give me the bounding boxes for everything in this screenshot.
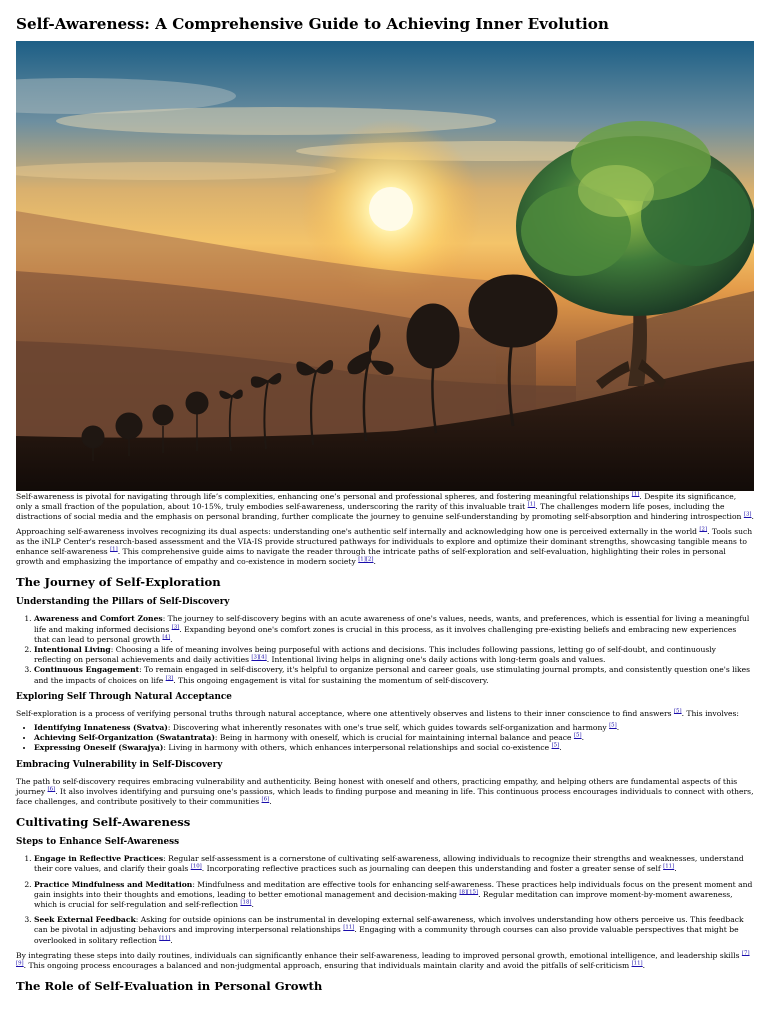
citation-link[interactable]: [18] [240, 899, 252, 906]
citation-link[interactable]: [3] [165, 675, 174, 682]
page-title: Self-Awareness: A Comprehensive Guide to Achieving Inner Evolution [16, 15, 609, 33]
paragraph: By integrating these steps into daily routines, individuals can significantly enhance their self-awareness, leading to improved personal growth, emotional intelligence, and leadership skills [7][9]. This ongoing process encourages a balanced and non-judgmental approach, ensuring that individuals maintain clarity and avoid the pitfalls of self-criticism [11]. [16, 950, 750, 971]
paragraph: Self-exploration is a process of verifying personal truths through natural acceptance, where one attentively observes and listens to their inner conscience to find answers [5]. This involves: [16, 708, 739, 718]
citation-link[interactable]: [6] [47, 786, 56, 793]
citation-link[interactable]: [11] [663, 863, 675, 870]
citation-link[interactable]: [1] [631, 491, 640, 498]
item-term: Expressing Oneself (Swarajya) [34, 743, 164, 753]
list-item: • Identifying Innateness (Svatva): Discovering what inherently resonates with one's true self, which guides towards self-organization and harmony [5]. [34, 723, 754, 733]
citation-link[interactable]: [6] [261, 796, 270, 803]
citation-link[interactable]: [1] [110, 546, 118, 553]
pillars-list [16, 614, 754, 685]
list-item: 3. Continuous Engagement: To remain engaged in self-discovery, it's helpful to organize personal and career goals, use stimulating journal prompts, and consistently question one's likes and the impacts of choices on life [3]. This ongoing engagement is vital for sustaining the momentum of self-discovery. [34, 665, 754, 685]
subsection-heading: Understanding the Pillars of Self-Discovery [16, 597, 230, 608]
list-item: 2. Intentional Living: Choosing a life of meaning involves being purposeful with actions and decisions. This includes following passions, letting go of self-doubt, and continuously reflecting on personal achievements and daily activities [3][4]. Intentional living helps in aligning one's daily actions with long-term goals and values. [34, 645, 754, 665]
citation-link[interactable]: [10] [190, 863, 202, 870]
item-term: Seek External Feedback [34, 915, 136, 925]
citation-link[interactable]: [11] [343, 924, 355, 931]
citation-link[interactable]: [1][2] [358, 556, 374, 563]
intro-paragraph: Self-awareness is pivotal for navigating through life’s complexities, enhancing one’s personal and professional spheres, and fostering meaningful relationships [1]. Despite its significance, only a small fraction of the population, about 10-15%, truly embodies self-awareness, underscoring the rarity of this invaluable trait [1]. The challenges modern life poses, including the distractions of social media and the emphasis on personal branding, further complicate the journey to genuine self-understanding by promoting self-absorption and hindering introspection [3]. [16, 491, 754, 522]
item-term: Identifying Innateness (Svatva) [34, 723, 168, 733]
citation-link[interactable]: [5] [609, 722, 617, 729]
subsection-heading: Exploring Self Through Natural Acceptance [16, 691, 232, 702]
list-item: • Achieving Self-Organization (Swatantrata): Being in harmony with oneself, which is crucial for maintaining internal balance and peace [5]. [34, 733, 754, 743]
citation-link[interactable]: [3][4] [251, 654, 267, 661]
list-item: • Expressing Oneself (Swarajya): Living in harmony with others, which enhances interpersonal relationships and social co-existence [5]. [34, 743, 754, 753]
citation-link[interactable]: [5] [551, 742, 560, 749]
citation-link[interactable]: [4] [162, 634, 171, 641]
citation-link[interactable]: [5] [673, 708, 682, 715]
list-item: 1. Engage in Reflective Practices: Regular self-assessment is a cornerstone of cultivating self-awareness, allowing individuals to recognize their strengths and weaknesses, understand their core values, and clarify their goals [10]. Incorporating reflective practices such as journaling can deepen this understanding and foster a greater sense of self [11]. [34, 854, 754, 874]
citation-link[interactable]: [11] [631, 960, 643, 967]
steps-list [16, 854, 754, 946]
acceptance-list [16, 723, 754, 754]
section-heading: Cultivating Self-Awareness [16, 815, 191, 830]
item-term: Awareness and Comfort Zones [34, 614, 163, 624]
list-item: 2. Practice Mindfulness and Meditation: Mindfulness and meditation are effective tools for enhancing self-awareness. These practices help individuals focus on the present moment and gain insights into their thoughts and emotions, leading to better emotional management and decision-making [8][15]. Regular meditation can improve moment-by-moment awareness, which is crucial for self-regulation and self-reflection [18]. [34, 880, 754, 911]
citation-link[interactable]: [2] [699, 526, 708, 533]
list-item: 3. Seek External Feedback: Asking for outside opinions can be instrumental in developing external self-awareness, which involves understanding how others perceive us. This feedback can be pivotal in adjusting behaviors and improving interpersonal relationships [11]. Engaging with a community through courses can also provide valuable perspectives that might be overlooked in solitary reflection [11]. [34, 915, 754, 946]
citation-link[interactable]: [11] [159, 935, 171, 942]
subsection-heading: Embracing Vulnerability in Self-Discovery [16, 759, 223, 770]
item-term: Practice Mindfulness and Meditation [34, 879, 193, 889]
article [16, 0, 754, 993]
citation-link[interactable]: [1] [527, 501, 536, 508]
section-heading: The Journey of Self-Exploration [16, 575, 221, 590]
item-term: Engage in Reflective Practices [34, 854, 164, 864]
subsection-heading: Steps to Enhance Self-Awareness [16, 837, 180, 848]
citation-link[interactable]: [3] [743, 511, 752, 518]
hero-image [16, 41, 754, 491]
citation-link[interactable]: [5] [573, 732, 582, 739]
item-term: Achieving Self-Organization (Swatantrata) [34, 733, 215, 743]
citation-link[interactable]: [8][15] [459, 889, 479, 896]
citation-link[interactable]: [7][9] [16, 950, 750, 967]
item-term: Intentional Living [34, 645, 111, 655]
list-item: 1. Awareness and Comfort Zones: The journey to self-discovery begins with an acute awareness of one's values, needs, wants, and preferences, which is essential for living a meaningful life and making informed decisions [3]. Expanding beyond one's comfort zones is crucial in this process, as it involves challenging pre-existing beliefs and embracing new experiences that can lead to personal growth [4]. [34, 614, 754, 645]
citation-link[interactable]: [3] [171, 624, 180, 631]
item-term: Continuous Engagement [34, 665, 140, 675]
intro-paragraph: Approaching self-awareness involves recognizing its dual aspects: understanding one's authentic self internally and acknowledging how one is perceived externally in the world [2]. Tools such as the iNLP Center's research-based assessment and the VIA-IS provide structured pathways for individuals to explore and optimize their dominant strengths, showcasing tangible means to enhance self-awareness [1]. This comprehensive guide aims to navigate the reader through the intricate paths of self-exploration and self-evaluation, highlighting their roles in personal growth and emphasizing the importance of empathy and co-existence in modern society [1][2]. [16, 526, 753, 567]
section-heading: The Role of Self-Evaluation in Personal Growth [16, 979, 323, 994]
paragraph: The path to self-discovery requires embracing vulnerability and authenticity. Being honest with oneself and others, practicing empathy, and helping others are fundamental aspects of this journey [6]. It also involves identifying and pursuing one's passions, which leads to finding purpose and meaning in life. This continuous process encourages individuals to connect with others, face challenges, and contribute positively to their communities [6]. [16, 776, 754, 807]
